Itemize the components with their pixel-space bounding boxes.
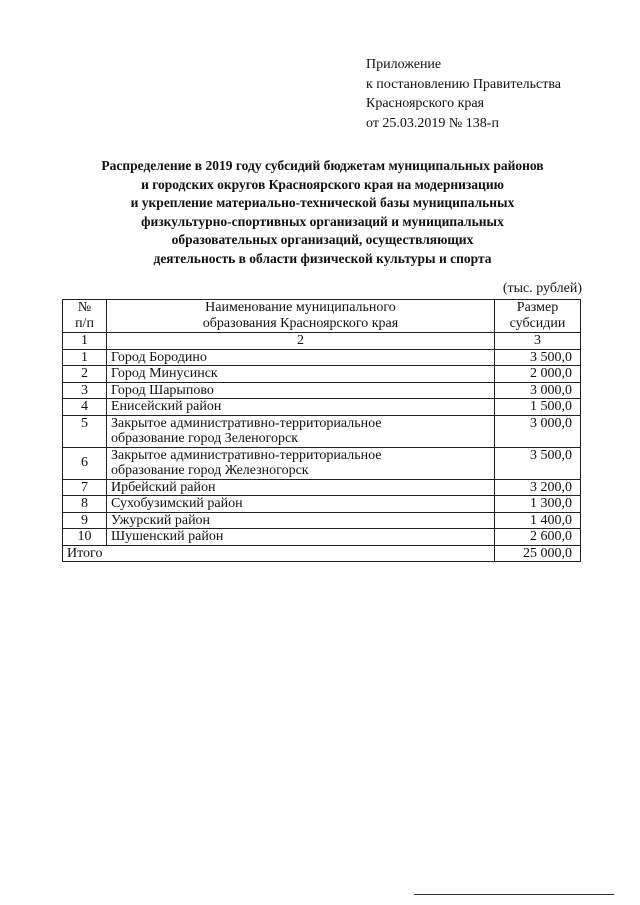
title-line: Распределение в 2019 году субсидий бюджетам муниципальных районов — [101, 158, 544, 173]
header-number — [63, 300, 107, 333]
title-line: и укрепление материально-технической базы муниципальных — [130, 195, 515, 210]
row-name: Город Шарыпово — [107, 382, 495, 399]
row-number: 8 — [63, 496, 107, 513]
row-number: 2 — [63, 366, 107, 383]
row-name: Енисейский район — [107, 399, 495, 416]
title-line: деятельность в области физической культуры и спорта — [153, 250, 492, 266]
table-row — [63, 496, 581, 513]
table-row — [63, 349, 581, 366]
row-name — [107, 415, 495, 447]
units-label: (тыс. рублей) — [502, 281, 582, 296]
row-name-line: образование город Железногорск — [111, 463, 309, 478]
column-index-row — [63, 333, 581, 350]
total-label: Итого — [63, 545, 495, 562]
row-name: Сухобузимский район — [107, 496, 495, 513]
row-amount: 3 500,0 — [495, 447, 581, 479]
header-name — [107, 300, 495, 333]
row-amount: 1 400,0 — [495, 512, 581, 529]
total-row — [63, 545, 581, 562]
appendix-resolution: к постановлению Правительства — [366, 76, 562, 92]
title-line: и городских округов Красноярского края на модернизацию — [141, 176, 504, 192]
subsidy-table — [62, 299, 581, 562]
row-number: 7 — [63, 479, 107, 496]
appendix-date-number: от 25.03.2019 № 138-п — [366, 115, 499, 131]
row-name: Ужурский район — [107, 512, 495, 529]
row-amount: 1 300,0 — [495, 496, 581, 513]
header-amount — [495, 300, 581, 333]
table-row — [63, 447, 581, 479]
row-amount: 3 500,0 — [495, 349, 581, 366]
header-number-line1: № — [77, 300, 92, 315]
appendix-region: Красноярского края — [366, 96, 485, 111]
bottom-divider — [414, 894, 614, 895]
header-amount-line1: Размер — [516, 300, 559, 315]
table-row — [63, 529, 581, 546]
row-name-line: образование город Зеленогорск — [111, 431, 299, 446]
table-header-row — [63, 300, 581, 333]
table-row — [63, 512, 581, 529]
row-name: Город Бородино — [107, 349, 495, 366]
appendix-block — [366, 55, 561, 133]
title-line: физкультурно-спортивных организаций и муниципальных — [141, 213, 504, 229]
header-name-line1: Наименование муниципального — [205, 300, 396, 315]
document-title — [60, 157, 585, 268]
row-amount: 3 000,0 — [495, 415, 581, 447]
table-row — [63, 366, 581, 383]
row-name: Ирбейский район — [107, 479, 495, 496]
row-number: 3 — [63, 382, 107, 399]
row-name-line: Закрытое административно-территориальное — [111, 415, 382, 431]
row-number: 5 — [63, 415, 107, 447]
row-amount: 3 000,0 — [495, 382, 581, 399]
row-name — [107, 447, 495, 479]
column-index-cell: 3 — [495, 333, 581, 350]
table-row — [63, 382, 581, 399]
row-amount: 2 600,0 — [495, 529, 581, 546]
table-row — [63, 399, 581, 416]
header-amount-line2: субсидии — [509, 315, 566, 331]
row-name: Шушенский район — [107, 529, 495, 546]
header-number-line2: п/п — [75, 315, 94, 331]
row-number: 9 — [63, 512, 107, 529]
row-number: 6 — [63, 447, 107, 479]
header-name-line2: образования Красноярского края — [202, 315, 399, 331]
row-name-line: Закрытое административно-территориальное — [111, 447, 382, 463]
row-amount: 3 200,0 — [495, 479, 581, 496]
total-amount: 25 000,0 — [495, 545, 581, 562]
row-number: 1 — [63, 349, 107, 366]
row-number: 4 — [63, 399, 107, 416]
column-index-cell: 2 — [107, 333, 495, 350]
row-name: Город Минусинск — [107, 366, 495, 383]
title-line: образовательных организаций, осуществляющих — [171, 232, 474, 247]
table-row — [63, 415, 581, 447]
row-amount: 2 000,0 — [495, 366, 581, 383]
row-amount: 1 500,0 — [495, 399, 581, 416]
row-number: 10 — [63, 529, 107, 546]
appendix-title: Приложение — [366, 57, 442, 72]
column-index-cell: 1 — [63, 333, 107, 350]
table-row — [63, 479, 581, 496]
